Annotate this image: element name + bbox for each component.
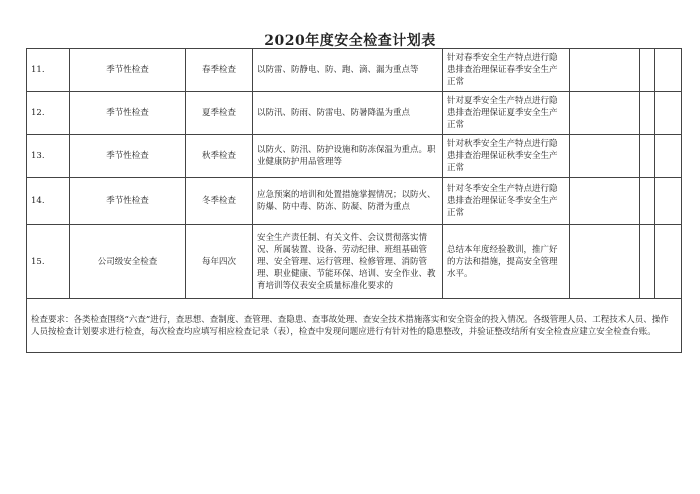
- empty-cell: [640, 49, 655, 92]
- check-content: 以防火、防汛、防护设施和防冻保温为重点。职业健康防护用品管理等: [253, 135, 443, 178]
- row-number: 15.: [27, 225, 70, 299]
- empty-cell: [655, 135, 682, 178]
- check-item: 夏季检查: [186, 92, 253, 135]
- check-content: 以防雷、防静电、防、跑、滴、漏为重点等: [253, 49, 443, 92]
- check-item: 秋季检查: [186, 135, 253, 178]
- empty-cell: [640, 225, 655, 299]
- check-category: 季节性检查: [70, 49, 186, 92]
- empty-cell: [655, 225, 682, 299]
- check-content: 应急预案的培训和处置措施掌握情况；以防火、防爆、防中毒、防冻、防凝、防滑为重点: [253, 178, 443, 225]
- check-category: 季节性检查: [70, 178, 186, 225]
- table-row: [27, 49, 682, 92]
- check-category: 季节性检查: [70, 92, 186, 135]
- check-category: 公司级安全检查: [70, 225, 186, 299]
- empty-cell: [570, 225, 640, 299]
- row-number: 13.: [27, 135, 70, 178]
- check-purpose: 针对夏季安全生产特点进行隐患排查治理保证夏季安全生产正常: [443, 92, 570, 135]
- table-row: [27, 299, 682, 353]
- check-content: 安全生产责任制、有关文件、会议贯彻落实情况、所属装置、设备、劳动纪律、班组基础管理、安全管理、运行管理、检修管理、消防管理、职业健康、节能环保、培训、安全作业、教育培训等仪表安全质量标准化要求的: [253, 225, 443, 299]
- check-purpose: 针对秋季安全生产特点进行隐患排查治理保证秋季安全生产正常: [443, 135, 570, 178]
- empty-cell: [655, 49, 682, 92]
- check-item: 冬季检查: [186, 178, 253, 225]
- check-purpose: 针对春季安全生产特点进行隐患排查治理保证春季安全生产正常: [443, 49, 570, 92]
- row-number: 14.: [27, 178, 70, 225]
- check-item: 每年四次: [186, 225, 253, 299]
- check-content: 以防汛、防雨、防雷电、防暑降温为重点: [253, 92, 443, 135]
- check-category: 季节性检查: [70, 135, 186, 178]
- row-number: 11.: [27, 49, 70, 92]
- empty-cell: [570, 135, 640, 178]
- empty-cell: [570, 178, 640, 225]
- empty-cell: [640, 178, 655, 225]
- empty-cell: [570, 49, 640, 92]
- table-row: [27, 225, 682, 299]
- row-number: 12.: [27, 92, 70, 135]
- inspection-requirements-note: 检查要求：各类检查围绕“六查”进行，查思想、查制度、查管理、查隐患、查事故处理、查安全技术措施落实和安全资金的投入情况。各级管理人员、工程技术人员、操作人员按检查计划要求进行检查，每次检查均应填写相应检查记录（表），检查中发现问题应进行有针对性的隐患整改，并验证整改结所有安全检查应建立安全检查台账。: [27, 299, 682, 353]
- check-purpose: 总结本年度经验教训，推广好的方法和措施，提高安全管理水平。: [443, 225, 570, 299]
- table-row: [27, 135, 682, 178]
- empty-cell: [570, 92, 640, 135]
- check-item: 春季检查: [186, 49, 253, 92]
- empty-cell: [655, 178, 682, 225]
- empty-cell: [655, 92, 682, 135]
- empty-cell: [640, 135, 655, 178]
- empty-cell: [640, 92, 655, 135]
- document-title: 2020年度安全检查计划表: [264, 33, 436, 49]
- inspection-plan-table: [26, 48, 682, 353]
- table-row: [27, 178, 682, 225]
- table-row: [27, 92, 682, 135]
- check-purpose: 针对冬季安全生产特点进行隐患排查治理保证冬季安全生产正常: [443, 178, 570, 225]
